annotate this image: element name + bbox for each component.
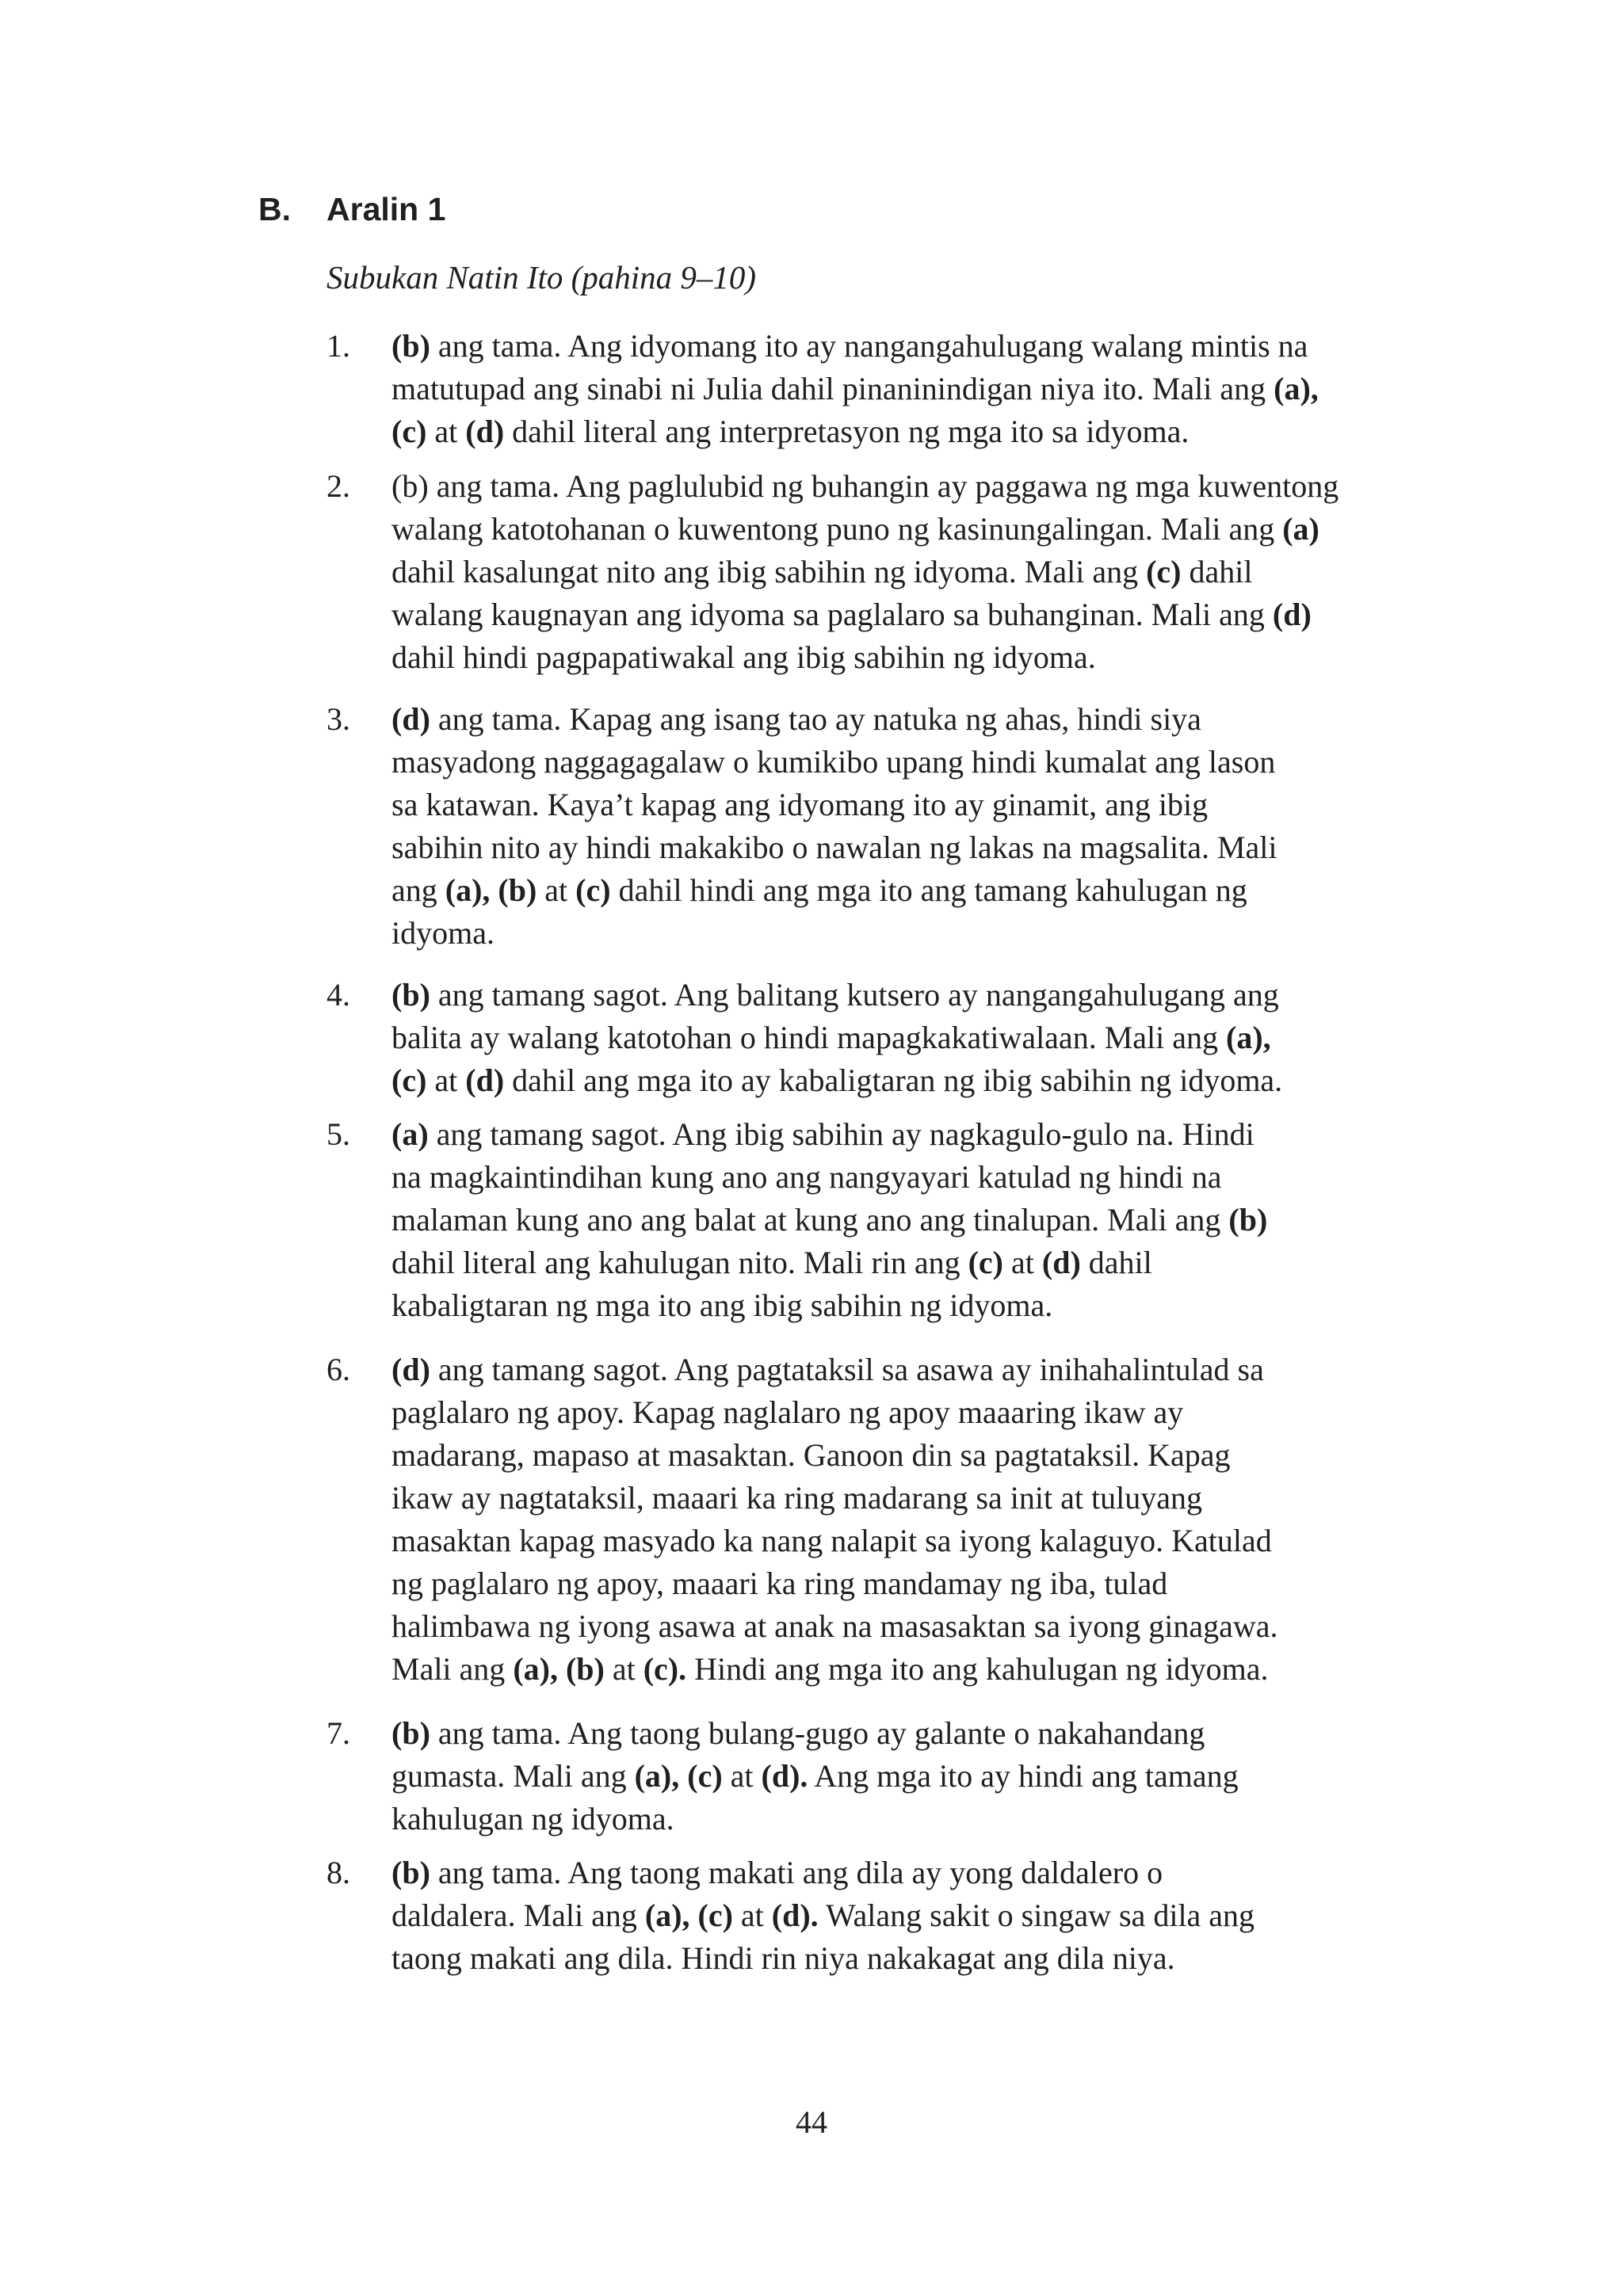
item-text xyxy=(391,1348,1404,1691)
item-text xyxy=(391,1852,1404,1980)
section-title: Aralin 1 xyxy=(327,191,446,227)
item-number: 7. xyxy=(327,1715,350,1751)
item-text xyxy=(391,325,1404,453)
item-text-line: idyoma. xyxy=(391,915,495,951)
item-text-line: (d) ang tamang sagot. Ang pagtataksil sa asawa ay inihahalintulad sa xyxy=(391,1352,1264,1387)
item-text-line: paglalaro ng apoy. Kapag naglalaro ng apoy maaaring ikaw ay xyxy=(391,1394,1184,1430)
item-number: 1. xyxy=(327,328,350,364)
item-text-line: dahil literal ang kahulugan nito. Mali rin ang (c) at (d) dahil xyxy=(391,1245,1152,1280)
section-letter: B. xyxy=(258,191,291,227)
item-text-line: ang (a), (b) at (c) dahil hindi ang mga ito ang tamang kahulugan ng xyxy=(391,872,1247,908)
item-text-line: (b) ang tamang sagot. Ang balitang kutsero ay nangangahulugang ang xyxy=(391,977,1279,1013)
item-text-line: halimbawa ng iyong asawa at anak na masasaktan sa iyong ginagawa. xyxy=(391,1608,1278,1644)
item-number: 5. xyxy=(327,1116,350,1152)
item-text-line: taong makati ang dila. Hindi rin niya nakakagat ang dila niya. xyxy=(391,1940,1175,1976)
item-text-line: kahulugan ng idyoma. xyxy=(391,1801,674,1836)
item-number: 2. xyxy=(327,468,350,504)
answer-item xyxy=(327,698,1404,955)
item-text-line: kabaligtaran ng mga ito ang ibig sabihin ng idyoma. xyxy=(391,1287,1053,1323)
item-text xyxy=(391,465,1404,679)
answer-item xyxy=(327,325,1404,453)
item-text-line: (c) at (d) dahil ang mga ito ay kabaligtaran ng ibig sabihin ng idyoma. xyxy=(391,1062,1283,1098)
item-text-line: daldalera. Mali ang (a), (c) at (d). Walang sakit o singaw sa dila ang xyxy=(391,1897,1255,1933)
item-text xyxy=(391,974,1404,1102)
item-text-line: Mali ang (a), (b) at (c). Hindi ang mga ito ang kahulugan ng idyoma. xyxy=(391,1651,1269,1687)
answer-item xyxy=(327,1712,1404,1840)
item-text-line: ikaw ay nagtataksil, maaari ka ring madarang sa init at tuluyang xyxy=(391,1480,1202,1516)
item-text-line: masaktan kapag masyado ka nang nalapit sa iyong kalaguyo. Katulad xyxy=(391,1523,1272,1558)
item-text-line: sa katawan. Kaya’t kapag ang idyomang ito ay ginamit, ang ibig xyxy=(391,787,1209,822)
item-text-line: malaman kung ano ang balat at kung ano ang tinalupan. Mali ang (b) xyxy=(391,1202,1268,1238)
answer-item xyxy=(327,1348,1404,1691)
answer-item xyxy=(327,465,1404,679)
item-text-line: (b) ang tama. Ang paglulubid ng buhangin ay paggawa ng mga kuwentong xyxy=(391,468,1339,504)
item-text-line: sabihin nito ay hindi makakibo o nawalan ng lakas na magsalita. Mali xyxy=(391,830,1277,865)
item-text-line: walang katotohanan o kuwentong puno ng kasinungalingan. Mali ang (a) xyxy=(391,511,1319,547)
item-text xyxy=(391,1113,1404,1327)
item-text-line: (b) ang tama. Ang taong makati ang dila ay yong daldalero o xyxy=(391,1855,1163,1890)
item-text-line: madarang, mapaso at masaktan. Ganoon din sa pagtataksil. Kapag xyxy=(391,1437,1231,1473)
page-number: 44 xyxy=(796,2104,827,2140)
item-text-line: ng paglalaro ng apoy, maaari ka ring mandamay ng iba, tulad xyxy=(391,1566,1168,1601)
item-text-line: walang kaugnayan ang idyoma sa paglalaro sa buhanginan. Mali ang (d) xyxy=(391,597,1312,632)
subtitle: Subukan Natin Ito (pahina 9–10) xyxy=(327,259,757,296)
item-text-line: dahil hindi pagpapatiwakal ang ibig sabihin ng idyoma. xyxy=(391,639,1096,675)
item-text xyxy=(391,698,1404,955)
item-text-line: matutupad ang sinabi ni Julia dahil pinaninindigan niya ito. Mali ang (a), xyxy=(391,371,1319,406)
item-text xyxy=(391,1712,1404,1840)
item-text-line: (c) at (d) dahil literal ang interpretasyon ng mga ito sa idyoma. xyxy=(391,414,1190,449)
item-text-line: (d) ang tama. Kapag ang isang tao ay natuka ng ahas, hindi siya xyxy=(391,701,1201,737)
answer-item xyxy=(327,1852,1404,1980)
item-text-line: (a) ang tamang sagot. Ang ibig sabihin ay nagkagulo-gulo na. Hindi xyxy=(391,1116,1254,1152)
item-number: 8. xyxy=(327,1855,350,1890)
item-text-line: (b) ang tama. Ang taong bulang-gugo ay galante o nakahandang xyxy=(391,1715,1205,1751)
item-number: 3. xyxy=(327,701,350,737)
item-number: 6. xyxy=(327,1352,350,1387)
section-heading xyxy=(258,187,445,231)
item-number: 4. xyxy=(327,977,350,1013)
item-text-line: balita ay walang katotohan o hindi mapagkakatiwalaan. Mali ang (a), xyxy=(391,1020,1271,1055)
item-text-line: gumasta. Mali ang (a), (c) at (d). Ang mga ito ay hindi ang tamang xyxy=(391,1758,1239,1794)
item-text-line: (b) ang tama. Ang idyomang ito ay nangangahulugang walang mintis na xyxy=(391,328,1308,364)
answer-item xyxy=(327,1113,1404,1327)
item-text-line: na magkaintindihan kung ano ang nangyayari katulad ng hindi na xyxy=(391,1159,1222,1195)
item-text-line: masyadong naggagagalaw o kumikibo upang hindi kumalat ang lason xyxy=(391,744,1276,780)
answer-item xyxy=(327,974,1404,1102)
item-text-line: dahil kasalungat nito ang ibig sabihin ng idyoma. Mali ang (c) dahil xyxy=(391,554,1253,589)
